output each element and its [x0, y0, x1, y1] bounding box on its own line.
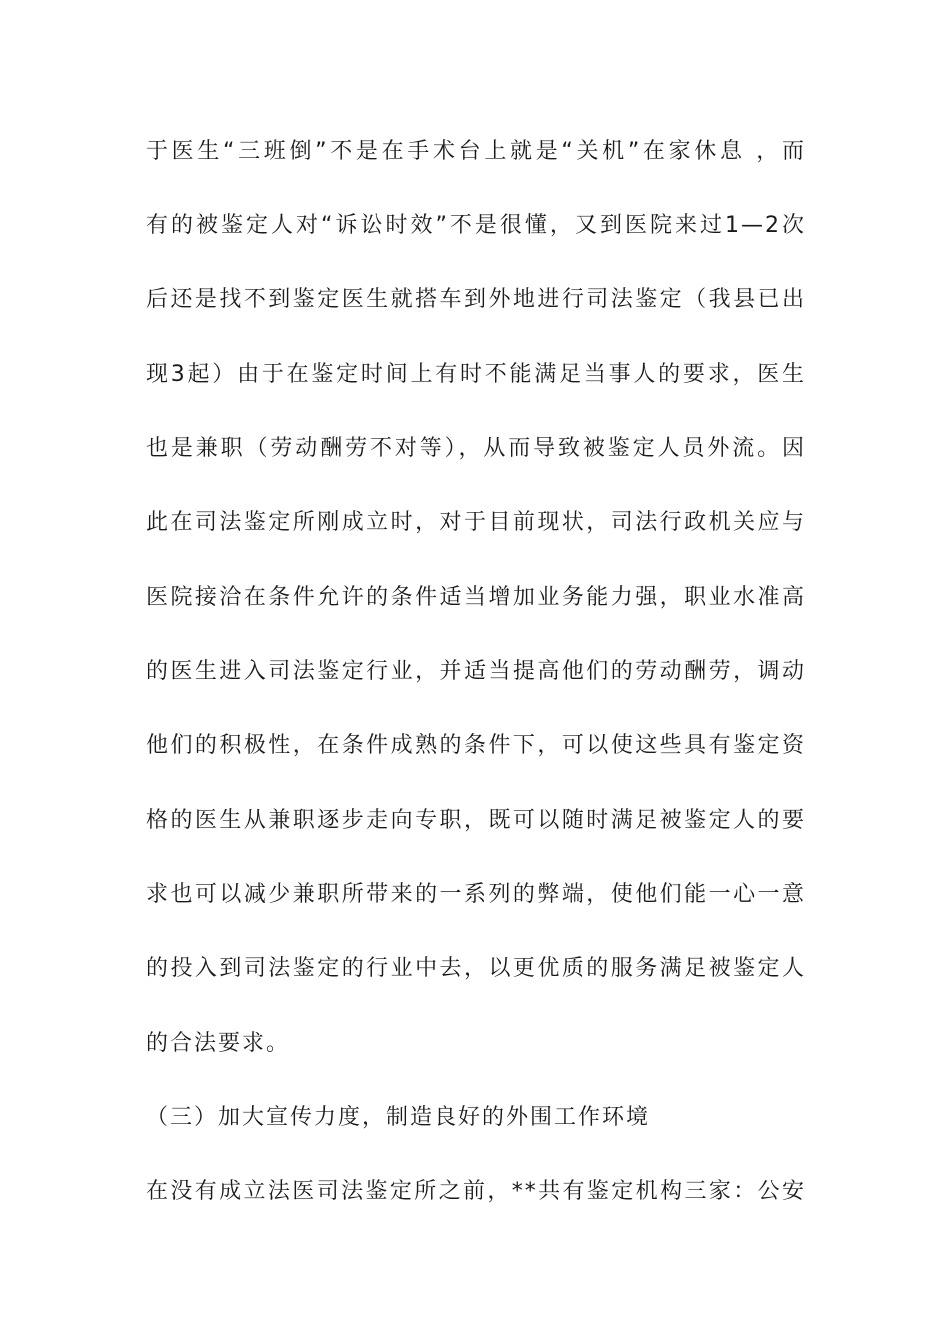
paragraph-line-2: 有的被鉴定人对“诉讼时效”不是很懂，又到医院来过1—2次	[146, 213, 806, 238]
paragraph-line-10: 格的医生从兼职逐步走向专职，既可以随时满足被鉴定人的要	[146, 808, 806, 833]
paragraph-line-6: 此在司法鉴定所刚成立时，对于目前现状，司法行政机关应与	[146, 510, 806, 535]
paragraph-line-7: 医院接洽在条件允许的条件适当增加业务能力强，职业水准高	[146, 585, 806, 610]
section-heading: （三）加大宣传力度，制造良好的外围工作环境	[146, 1105, 651, 1130]
paragraph-line-8: 的医生进入司法鉴定行业，并适当提高他们的劳动酬劳，调动	[146, 659, 806, 684]
paragraph-line-9: 他们的积极性，在条件成熟的条件下，可以使这些具有鉴定资	[146, 733, 806, 758]
paragraph-line-15: 在没有成立法医司法鉴定所之前，**共有鉴定机构三家：公安	[146, 1179, 806, 1204]
paragraph-line-11: 求也可以减少兼职所带来的一系列的弊端，使他们能一心一意	[146, 882, 806, 907]
paragraph-line-4: 现3起）由于在鉴定时间上有时不能满足当事人的要求，医生	[146, 362, 806, 387]
paragraph-line-1: 于医生“三班倒”不是在手术台上就是“关机”在家休息 ，而	[146, 139, 806, 164]
paragraph-line-13: 的合法要求。	[146, 1031, 291, 1056]
paragraph-line-12: 的投入到司法鉴定的行业中去，以更优质的服务满足被鉴定人	[146, 956, 806, 981]
paragraph-line-3: 后还是找不到鉴定医生就搭车到外地进行司法鉴定（我县已出	[146, 287, 806, 312]
paragraph-line-5: 也是兼职（劳动酬劳不对等），从而导致被鉴定人员外流。因	[146, 436, 806, 461]
